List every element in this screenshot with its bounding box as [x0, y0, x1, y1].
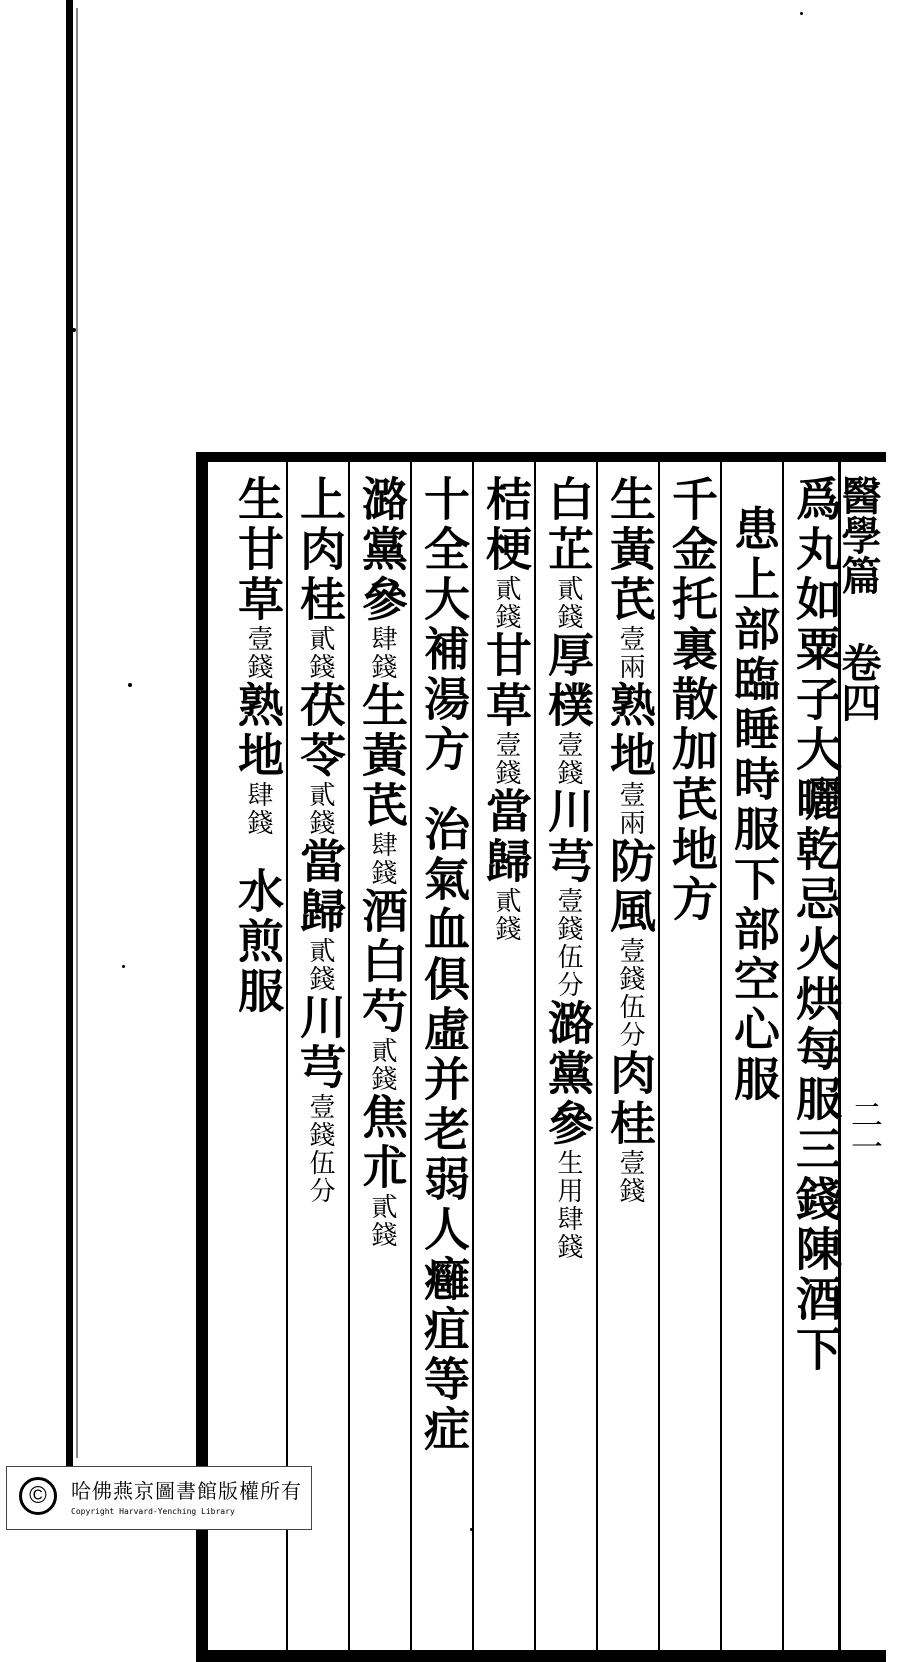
text-column-2	[726, 475, 782, 1105]
column-text: 生黃芪	[355, 681, 409, 831]
column-text: 患上部臨睡時服下部空心服	[727, 505, 781, 1105]
text-column-1	[788, 475, 844, 1375]
dosage-annotation: 壹錢伍分	[615, 937, 645, 1049]
dosage-annotation: 壹錢	[615, 1149, 645, 1205]
column-text: 厚樸	[541, 631, 595, 731]
text-column-6	[478, 475, 534, 943]
column-text: 當歸	[479, 787, 533, 887]
dosage-annotation: 貳錢	[305, 625, 335, 681]
column-text: 酒白芍	[355, 887, 409, 1037]
ink-speck	[122, 965, 125, 968]
dosage-annotation: 壹錢	[491, 731, 521, 787]
column-text: 生黃芪	[603, 475, 657, 625]
column-rule	[410, 462, 412, 1650]
spine-shadow	[76, 8, 78, 1458]
copyright-icon: ©	[19, 1477, 57, 1515]
dosage-annotation: 壹錢伍分	[305, 1093, 335, 1205]
copyright-stamp	[6, 1466, 312, 1530]
ink-speck	[800, 12, 803, 15]
column-text: 千金托裏散加芪地方	[665, 475, 719, 925]
text-column-10	[230, 475, 286, 1017]
column-rule	[720, 462, 722, 1650]
text-column-4	[602, 475, 658, 1205]
column-text: 潞黨參	[541, 999, 595, 1149]
dosage-annotation: 壹兩	[615, 625, 645, 681]
dosage-annotation: 貳錢	[367, 1193, 397, 1249]
column-text: 白芷	[541, 475, 595, 575]
text-column-7	[416, 475, 472, 1455]
running-title: 醫學篇 卷四	[835, 475, 882, 722]
dosage-annotation: 貳錢	[491, 887, 521, 943]
dosage-annotation: 貳錢	[367, 1037, 397, 1093]
dosage-annotation: 貳錢	[305, 781, 335, 837]
ink-speck	[470, 1528, 473, 1531]
column-text: 治氣血俱虛并老弱人癰疽等症	[417, 805, 471, 1455]
column-rule	[348, 462, 350, 1650]
column-text: 潞黨參	[355, 475, 409, 625]
column-text: 生甘草	[231, 475, 285, 625]
dosage-annotation: 肆錢	[367, 831, 397, 887]
column-text: 川芎	[541, 787, 595, 887]
column-text: 當歸	[293, 837, 347, 937]
column-rule	[472, 462, 474, 1650]
dosage-annotation: 肆錢	[367, 625, 397, 681]
dosage-annotation: 貳錢	[553, 575, 583, 631]
column-text: 肉桂	[603, 1049, 657, 1149]
dosage-annotation: 壹錢	[553, 731, 583, 787]
dosage-annotation: 肆錢	[243, 781, 273, 837]
column-text: 桔梗	[479, 475, 533, 575]
text-column-9	[292, 475, 348, 1205]
column-text: 爲丸如粟子大曬乾忌火烘每服三錢陳酒下	[789, 475, 843, 1375]
ink-speck	[128, 683, 132, 687]
ink-speck	[72, 328, 76, 332]
dosage-annotation: 生用肆錢	[553, 1149, 583, 1261]
dosage-annotation: 貳錢	[305, 937, 335, 993]
column-rule	[534, 462, 536, 1650]
column-text: 茯苓	[293, 681, 347, 781]
text-column-3	[664, 475, 720, 925]
book-spine-line	[66, 0, 73, 1470]
column-text: 水煎服	[231, 867, 285, 1017]
column-rule	[782, 462, 784, 1650]
column-text: 防風	[603, 837, 657, 937]
column-text: 熟地	[231, 681, 285, 781]
dosage-annotation: 壹錢伍分	[553, 887, 583, 999]
column-text: 甘草	[479, 631, 533, 731]
column-rule	[596, 462, 598, 1650]
text-column-5	[540, 475, 596, 1261]
column-rule	[658, 462, 660, 1650]
copyright-text-chinese: 哈佛燕京圖書館版權所有	[71, 1479, 302, 1503]
column-text: 上肉桂	[293, 475, 347, 625]
dosage-annotation: 壹兩	[615, 781, 645, 837]
column-text: 川芎	[293, 993, 347, 1093]
column-text: 焦朮	[355, 1093, 409, 1193]
copyright-text-english: Copyright Harvard-Yenching Library	[71, 1507, 235, 1516]
text-column-8	[354, 475, 410, 1249]
page-number: 二一	[846, 1098, 884, 1162]
dosage-annotation: 壹錢	[243, 625, 273, 681]
column-text: 熟地	[603, 681, 657, 781]
column-text: 十全大補湯方	[417, 475, 471, 775]
dosage-annotation: 貳錢	[491, 575, 521, 631]
